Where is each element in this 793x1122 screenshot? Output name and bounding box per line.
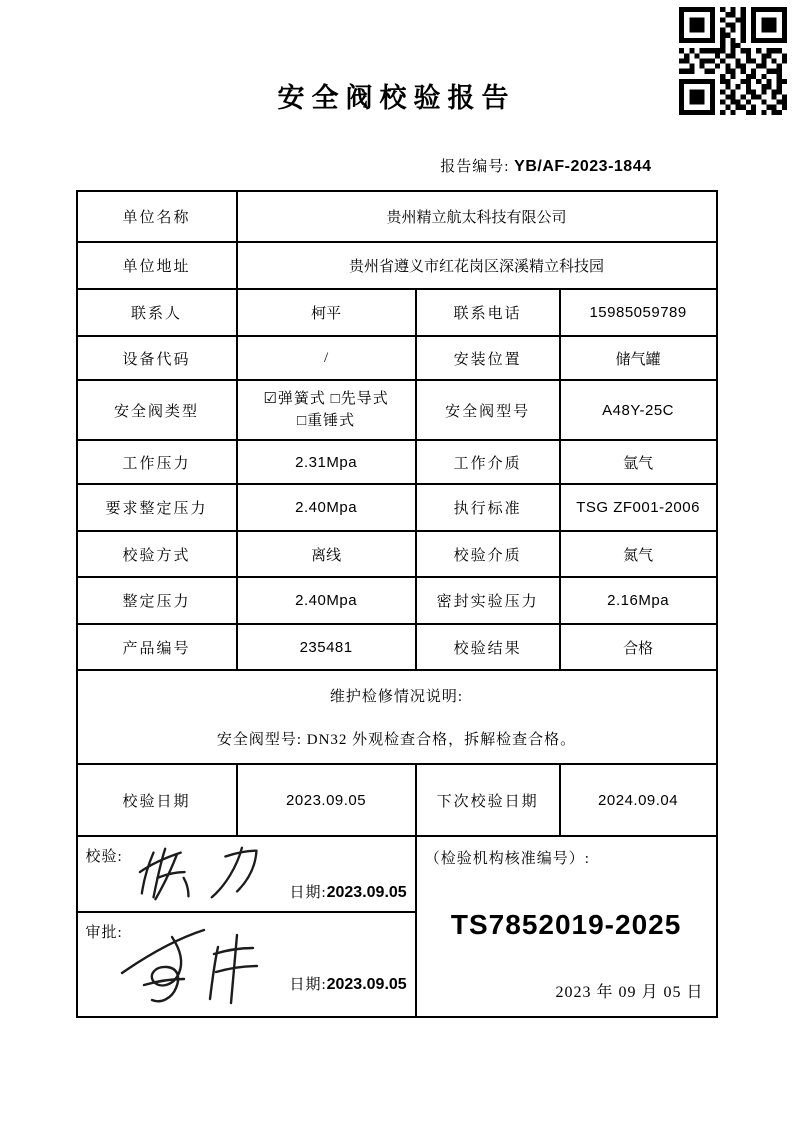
verify-date <box>289 881 406 902</box>
product-no-value: 235481 <box>237 624 416 670</box>
working-pressure-label: 工作压力 <box>77 440 237 484</box>
calibration-date-label: 校验日期 <box>77 764 237 836</box>
required-set-pressure-label: 要求整定压力 <box>77 484 237 531</box>
valve-type-options-line2: □重锤式 <box>297 413 356 429</box>
row-calibration-date <box>77 764 717 836</box>
calibration-medium-label: 校验介质 <box>416 531 560 577</box>
agency-approval-code: TS7852019-2025 <box>450 909 682 940</box>
approve-date <box>289 973 406 994</box>
calibration-medium-value: 氮气 <box>560 531 717 577</box>
set-pressure-value: 2.40Mpa <box>237 577 416 624</box>
device-code-value: / <box>237 336 416 380</box>
calibration-method-value: 离线 <box>237 531 416 577</box>
approve-date-value: 2023.09.05 <box>326 976 407 993</box>
row-device <box>77 336 717 380</box>
unit-address-value: 贵州省遵义市红花岗区深溪精立科技园 <box>237 242 717 289</box>
valve-type-label: 安全阀类型 <box>77 380 237 440</box>
row-working-pressure <box>77 440 717 484</box>
approve-date-label: 日期: <box>289 977 327 993</box>
verify-date-label: 日期: <box>289 885 327 901</box>
verify-signature-cell <box>77 836 416 912</box>
contact-person-label: 联系人 <box>77 289 237 336</box>
row-maintenance-note <box>77 670 717 764</box>
approve-signature-cell <box>77 912 416 1017</box>
next-calibration-date-value: 2024.09.04 <box>560 764 717 836</box>
calibration-date-value: 2023.09.05 <box>237 764 416 836</box>
maintenance-note-title: 维护检修情况说明: <box>329 689 464 705</box>
required-set-pressure-value: 2.40Mpa <box>237 484 416 531</box>
unit-name-value: 贵州精立航太科技有限公司 <box>237 191 717 242</box>
valve-model-value: A48Y-25C <box>560 380 717 440</box>
standard-label: 执行标准 <box>416 484 560 531</box>
row-verify-signature <box>77 836 717 912</box>
install-location-value: 储气罐 <box>560 336 717 380</box>
agency-date: 2023 年 09 月 05 日 <box>555 984 704 1001</box>
verify-label: 校验: <box>85 849 123 865</box>
report-number-value: YB/AF-2023-1844 <box>514 158 652 175</box>
row-required-set-pressure <box>77 484 717 531</box>
next-calibration-date-label: 下次校验日期 <box>416 764 560 836</box>
page-title: 安全阀校验报告 <box>277 83 516 113</box>
qr-code <box>679 7 787 115</box>
contact-phone-label: 联系电话 <box>416 289 560 336</box>
product-no-label: 产品编号 <box>77 624 237 670</box>
row-set-pressure <box>77 577 717 624</box>
agency-cell <box>416 836 717 1017</box>
row-product-no <box>77 624 717 670</box>
agency-label: （检验机构核准编号）: <box>424 851 590 867</box>
contact-person-value: 柯平 <box>237 289 416 336</box>
unit-name-label: 单位名称 <box>77 191 237 242</box>
install-location-label: 安装位置 <box>416 336 560 380</box>
working-pressure-value: 2.31Mpa <box>237 440 416 484</box>
verify-signature <box>130 839 280 907</box>
contact-phone-value: 15985059789 <box>560 289 717 336</box>
device-code-label: 设备代码 <box>77 336 237 380</box>
standard-value: TSG ZF001-2006 <box>560 484 717 531</box>
result-value: 合格 <box>560 624 717 670</box>
approve-signature <box>114 923 284 1013</box>
approve-label: 审批: <box>85 925 123 941</box>
verify-date-value: 2023.09.05 <box>326 884 407 901</box>
maintenance-note-cell <box>77 670 717 764</box>
row-unit-address <box>77 242 717 289</box>
seal-test-pressure-value: 2.16Mpa <box>560 577 717 624</box>
maintenance-note-body: 安全阀型号: DN32 外观检查合格，拆解检查合格。 <box>216 732 577 748</box>
valve-type-options-line1: ☑弹簧式 □先导式 <box>263 391 389 407</box>
set-pressure-label: 整定压力 <box>77 577 237 624</box>
working-medium-label: 工作介质 <box>416 440 560 484</box>
calibration-method-label: 校验方式 <box>77 531 237 577</box>
valve-model-label: 安全阀型号 <box>416 380 560 440</box>
report-number-label: 报告编号: <box>440 159 510 175</box>
seal-test-pressure-label: 密封实验压力 <box>416 577 560 624</box>
report-number-line <box>76 155 718 176</box>
report-table <box>76 190 718 1018</box>
row-valve-type <box>77 380 717 440</box>
row-unit-name <box>77 191 717 242</box>
result-label: 校验结果 <box>416 624 560 670</box>
valve-type-options <box>237 380 416 440</box>
row-calibration-method <box>77 531 717 577</box>
unit-address-label: 单位地址 <box>77 242 237 289</box>
row-contact <box>77 289 717 336</box>
working-medium-value: 氩气 <box>560 440 717 484</box>
